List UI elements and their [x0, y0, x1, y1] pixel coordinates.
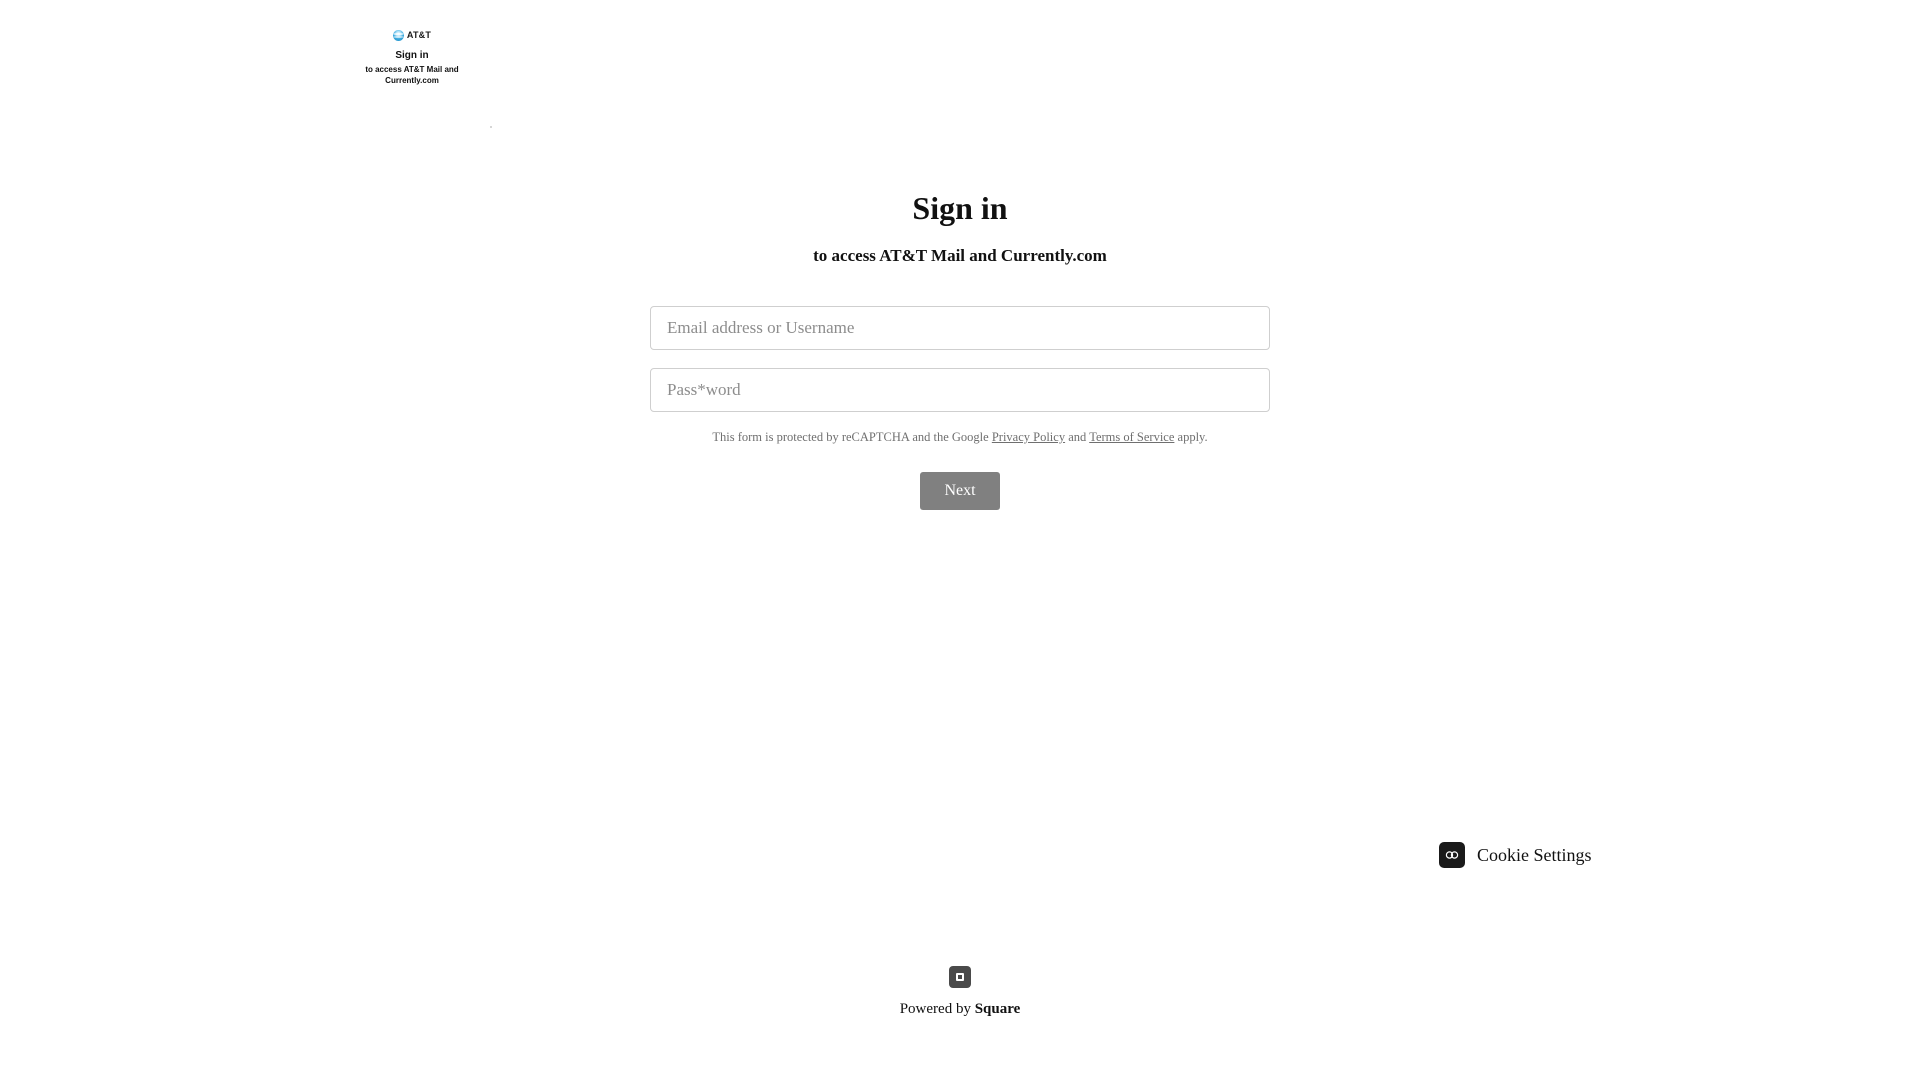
sign-in-form [650, 306, 1270, 510]
mini-header-subtitle: to access AT&T Mail and Currently.com [365, 65, 459, 85]
square-logo-inner [956, 973, 964, 981]
mini-header [352, 28, 472, 86]
footer [0, 966, 1920, 1018]
cookie-settings-button[interactable] [1439, 842, 1592, 868]
terms-of-service-link[interactable]: Terms of Service [1089, 430, 1175, 444]
username-input[interactable] [665, 307, 1255, 349]
privacy-policy-link[interactable]: Privacy Policy [991, 430, 1066, 444]
decorative-dot [490, 126, 492, 128]
mini-brand-row [352, 28, 472, 42]
sign-in-main [0, 190, 1920, 510]
powered-by-prefix: Powered by [899, 1001, 971, 1017]
username-field[interactable] [650, 306, 1270, 350]
recaptcha-notice [650, 430, 1270, 445]
cookie-consent-icon [1439, 842, 1465, 868]
recaptcha-suffix: apply. [1177, 430, 1208, 444]
square-logo-icon [949, 966, 971, 988]
powered-by-text [0, 1001, 1920, 1018]
powered-by-brand: Square [974, 1001, 1021, 1017]
recaptcha-conjunction: and [1068, 430, 1087, 444]
password-field[interactable] [650, 368, 1270, 412]
mini-header-title: Sign in [395, 50, 429, 61]
page-title: Sign in [912, 190, 1008, 226]
cookie-settings-label: Cookie Settings [1477, 844, 1592, 865]
att-brand-label: AT&T [406, 30, 432, 40]
att-globe-icon [393, 30, 404, 41]
next-button-wrap [650, 472, 1270, 510]
next-button[interactable]: Next [920, 472, 1000, 510]
recaptcha-prefix: This form is protected by reCAPTCHA and the Google [712, 430, 989, 444]
password-input[interactable] [665, 369, 1255, 411]
page-subtitle: to access AT&T Mail and Currently.com [813, 246, 1107, 265]
